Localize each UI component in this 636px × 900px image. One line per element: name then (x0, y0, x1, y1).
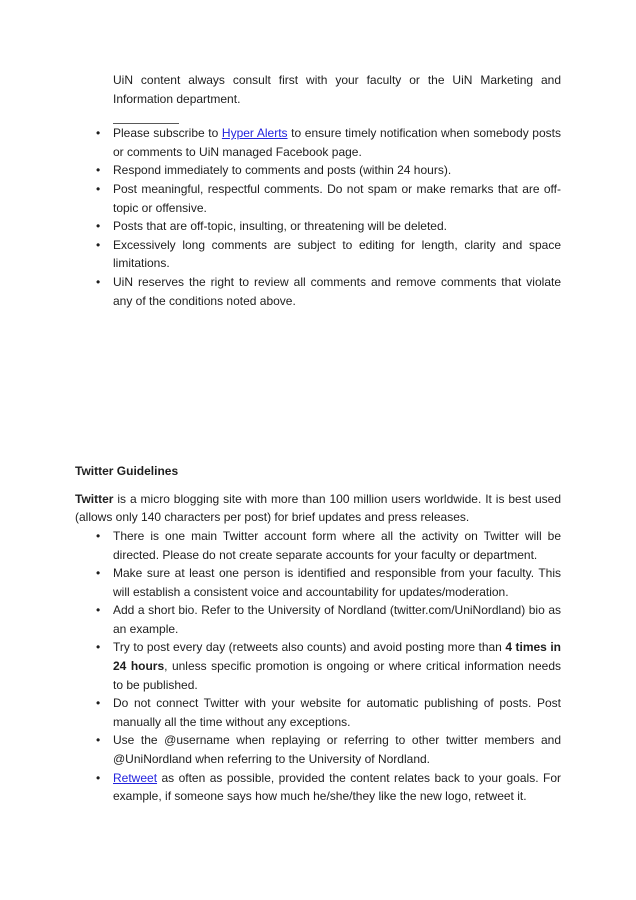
twitter-guidelines-list (75, 527, 561, 806)
twitter-intro-paragraph (75, 490, 561, 527)
list-item (113, 638, 561, 694)
text-run: Use the @username when replaying or referring to other twitter members and @UniNordland when referring to the University of Nordland. (113, 733, 561, 767)
facebook-guidelines-list (75, 124, 561, 310)
text-run: Post meaningful, respectful comments. Do not spam or make remarks that are off-topic or offensive. (113, 181, 561, 215)
list-item (113, 601, 561, 638)
text-run: 4 times in 24 hours (113, 640, 561, 674)
list-item (113, 124, 561, 161)
list-item (113, 564, 561, 601)
text-run: , unless specific promotion is ongoing or where critical information needs to be published. (113, 659, 562, 692)
list-item (113, 180, 561, 217)
text-run: Excessively long comments are subject to editing for length, clarity and space limitations. (113, 237, 561, 271)
text-run: as often as possible, provided the content relates back to your goals. For example, if someone says how much he/she/they like the new logo, retweet it. (113, 770, 561, 804)
text-run: Add a short bio. Refer to the University of Nordland (twitter.com/UniNordland) bio as an example. (113, 603, 561, 636)
list-item (113, 217, 561, 236)
hyper-alerts-link[interactable]: Hyper Alerts (221, 126, 288, 141)
text-run: to ensure timely notification when somebody posts or comments to UiN managed Facebook page. (113, 126, 561, 159)
continuation-paragraph (113, 71, 561, 108)
text-run: Make sure at least one person is identified and responsible from your faculty. This will establish a consistent voice and accountability for updates/moderation. (113, 566, 561, 599)
twitter-guidelines-heading: Twitter Guidelines (75, 464, 179, 479)
text-run: Respond immediately to comments and posts (within 24 hours). (113, 163, 452, 178)
text-run: Twitter (75, 491, 114, 506)
text-run: UiN reserves the right to review all comments and remove comments that violate any of the conditions noted above. (113, 274, 561, 308)
list-item (113, 161, 561, 180)
list-item (113, 527, 561, 564)
text-run: Please subscribe to (113, 126, 222, 141)
list-item (113, 731, 561, 768)
list-item (113, 694, 561, 731)
text-run: UiN content always consult first with your faculty or the UiN Marketing and Information department. (113, 73, 561, 106)
text-run: There is one main Twitter account form where all the activity on Twitter will be directed. Please do not create separate accounts for your faculty or department. (113, 528, 561, 562)
retweet-link[interactable]: Retweet (113, 770, 158, 785)
list-item (113, 769, 561, 806)
text-run: Try to post every day (retweets also counts) and avoid posting more than (113, 640, 506, 655)
text-run: Do not connect Twitter with your website for automatic publishing of posts. Post manually all the time without any exceptions. (113, 696, 561, 729)
list-item (113, 236, 561, 273)
list-item (113, 273, 561, 310)
text-run: is a micro blogging site with more than 100 million users worldwide. It is best used (allows only 140 characters per post) for brief updates and press releases. (75, 491, 561, 525)
text-run: Posts that are off-topic, insulting, or threatening will be deleted. (113, 219, 447, 234)
